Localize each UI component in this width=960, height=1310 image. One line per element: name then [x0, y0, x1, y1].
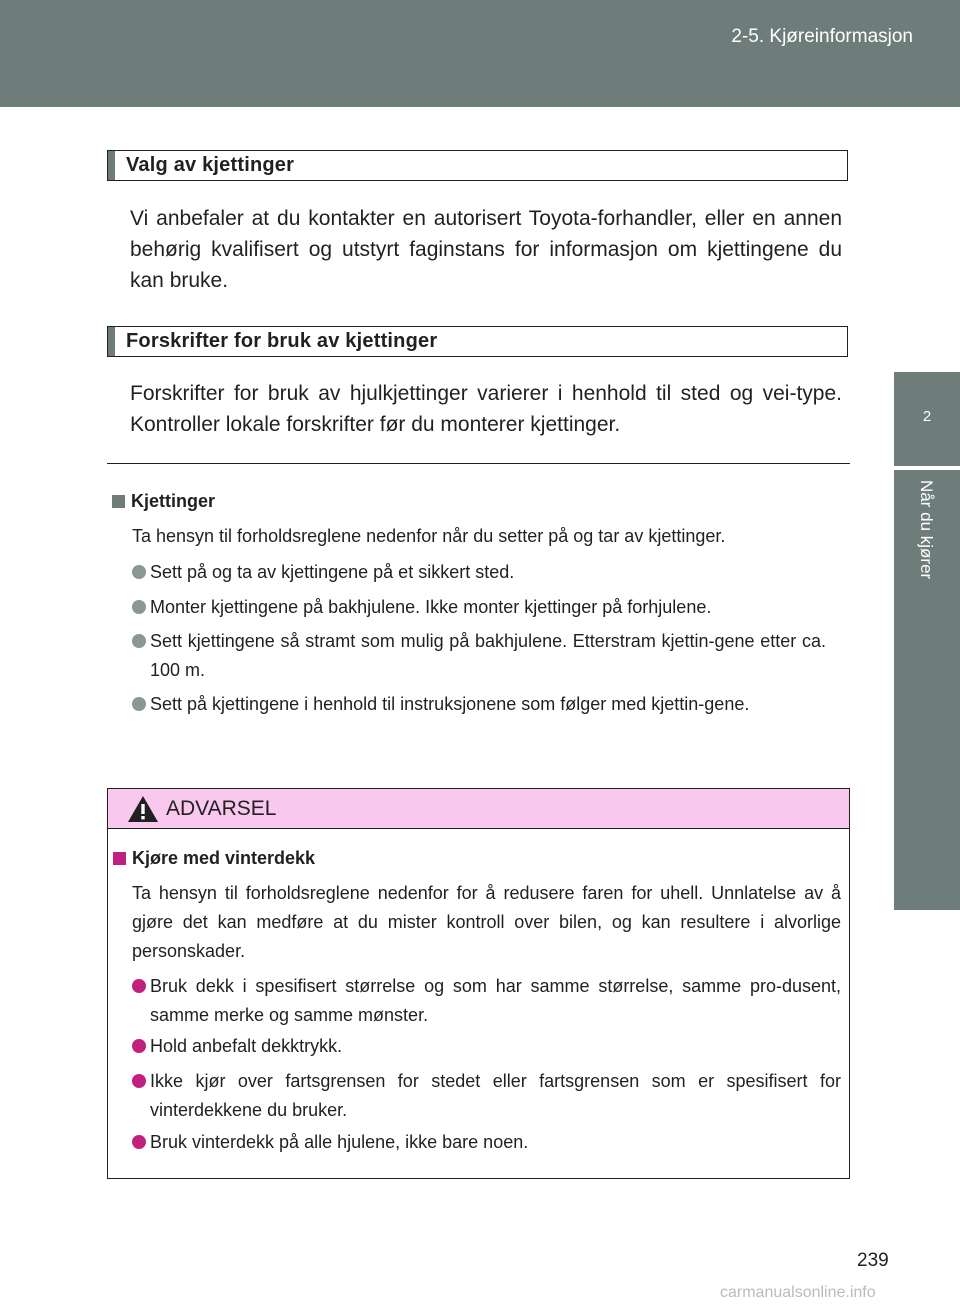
section-title: Forskrifter for bruk av kjettinger	[126, 330, 438, 352]
bullet-icon	[132, 697, 146, 711]
bullet-icon	[132, 600, 146, 614]
square-bullet-icon	[112, 495, 125, 508]
watermark: carmanualsonline.info	[720, 1284, 876, 1301]
chapter-tab-number: 2	[894, 372, 960, 466]
list-item: Bruk vinterdekk på alle hjulene, ikke bare noen.	[132, 1128, 841, 1157]
chains-intro: Ta hensyn til forholdsreglene nedenfor når du setter på og tar av kjettinger.	[132, 526, 726, 546]
section-header: 2-5. Kjøreinformasjon	[731, 26, 913, 47]
bullet-icon	[132, 979, 146, 993]
chapter-tab	[894, 470, 960, 910]
list-item: Hold anbefalt dekktrykk.	[132, 1032, 841, 1061]
bullet-icon	[132, 1039, 146, 1053]
section-heading-regulations	[107, 326, 848, 357]
page-number: 239	[857, 1250, 889, 1271]
list-item: Ikke kjør over fartsgrensen for stedet eller fartsgrensen som er spesifisert for vinterdekkene du bruker.	[132, 1067, 841, 1125]
section-body-regulations: Forskrifter for bruk av hjulkjettinger varierer i henhold til sted og vei-type. Kontroller lokale forskrifter før du monterer kjettinger.	[130, 382, 842, 436]
section-body-chains-choice: Vi anbefaler at du kontakter en autorisert Toyota-forhandler, eller en annen behørig kvalifisert og utstyrt faginstans for informasjon om kjettingene du kan bruke.	[130, 207, 842, 292]
list-item: Sett på og ta av kjettingene på et sikkert sted.	[132, 558, 832, 587]
section-title: Valg av kjettinger	[126, 154, 295, 176]
square-bullet-icon	[113, 852, 126, 865]
page-header-bar	[0, 0, 960, 107]
warning-box	[107, 788, 850, 1179]
list-item: Sett på kjettingene i henhold til instruksjonene som følger med kjettin-gene.	[132, 690, 826, 719]
warning-triangle-icon	[127, 795, 159, 823]
divider	[107, 463, 850, 464]
warning-intro: Ta hensyn til forholdsreglene nedenfor for å redusere faren for uhell. Unnlatelse av å gjøre det kan medføre at du mister kontroll over bilen, og kan resultere i alvorlige personskader.	[132, 883, 841, 961]
list-item: Sett kjettingene så stramt som mulig på bakhjulene. Etterstram kjettin-gene etter ca. 100 m.	[132, 627, 826, 685]
bullet-icon	[132, 634, 146, 648]
chains-heading: Kjettinger	[112, 491, 215, 512]
chapter-tab-title: Når du kjører	[917, 480, 936, 580]
warning-header	[108, 789, 849, 829]
bullet-icon	[132, 565, 146, 579]
list-item: Monter kjettingene på bakhjulene. Ikke monter kjettinger på forhjulene.	[132, 593, 832, 622]
section-heading-chains-choice	[107, 150, 848, 181]
bullet-icon	[132, 1074, 146, 1088]
bullet-icon	[132, 1135, 146, 1149]
warning-heading: Kjøre med vinterdekk	[113, 848, 315, 869]
list-item: Bruk dekk i spesifisert størrelse og som har samme størrelse, samme pro-dusent, samme merke og samme mønster.	[132, 972, 841, 1030]
warning-label: ADVARSEL	[166, 797, 277, 820]
